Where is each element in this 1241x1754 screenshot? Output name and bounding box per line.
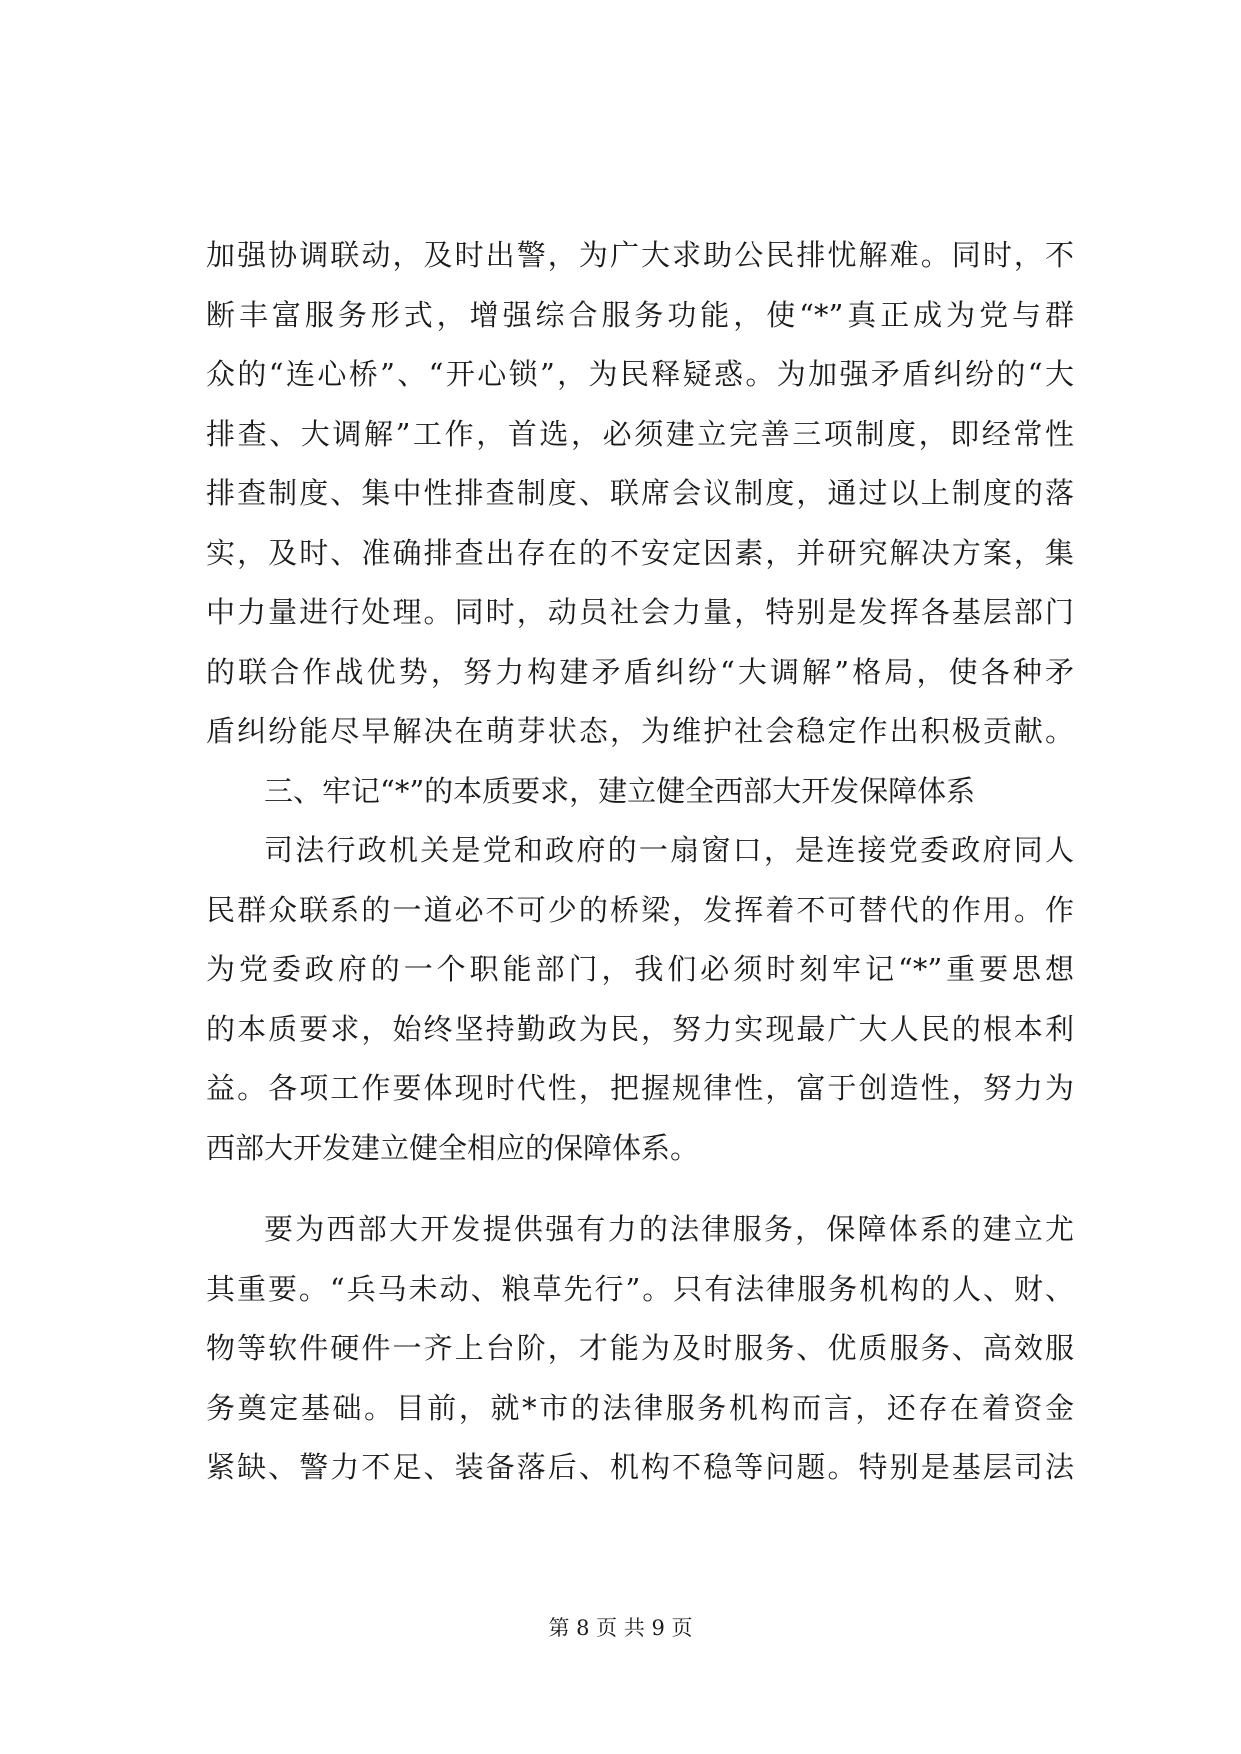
document-body <box>206 226 1074 1498</box>
text-line: 要为西部大开发提供强有力的法律服务，保障体系的建立尤 <box>264 1212 1074 1246</box>
text-line: 盾纠纷能尽早解决在萌芽状态，为维护社会稳定作出积极贡献。 <box>206 714 1074 748</box>
text-line: 加强协调联动，及时出警，为广大求助公民排忧解难。同时，不 <box>206 238 1074 272</box>
text-line: 紧缺、警力不足、装备落后、机构不稳等问题。特别是基层司法 <box>206 1450 1074 1484</box>
text-line: 的本质要求，始终坚持勤政为民，努力实现最广大人民的根本利 <box>206 1011 1074 1046</box>
text-line: 司法行政机关是党和政府的一扇窗口，是连接党委政府同人 <box>264 833 1074 867</box>
text-line: 实，及时、准确排查出存在的不安定因素，并研究解决方案，集 <box>206 535 1074 570</box>
section-heading: 三、牢记“*”的本质要求，建立健全西部大开发保障体系 <box>264 773 976 808</box>
text-line: 其重要。“兵马未动、粮草先行”。只有法律服务机构的人、财、 <box>206 1271 1074 1306</box>
text-line: 的联合作战优势，努力构建矛盾纠纷“大调解”格局，使各种矛 <box>206 654 1074 689</box>
text-line: 民群众联系的一道必不可少的桥梁，发挥着不可替代的作用。作 <box>206 892 1074 927</box>
text-line: 为党委政府的一个职能部门，我们必须时刻牢记“*”重要思想 <box>206 952 1074 986</box>
text-line: 西部大开发建立健全相应的保障体系。 <box>206 1130 700 1165</box>
text-line: 众的“连心桥”、“开心锁”，为民释疑惑。为加强矛盾纠纷的“大 <box>206 357 1074 391</box>
paragraph-gap <box>206 1178 1074 1200</box>
text-line: 中力量进行处理。同时，动员社会力量，特别是发挥各基层部门 <box>206 595 1074 629</box>
paragraph <box>206 821 1074 1178</box>
text-line: 物等软件硬件一齐上台阶，才能为及时服务、优质服务、高效服 <box>206 1331 1074 1365</box>
text-line: 断丰富服务形式，增强综合服务功能，使“*”真正成为党与群 <box>206 297 1074 332</box>
page-number-footer: 第 8 页 共 9 页 <box>548 1616 693 1640</box>
text-line: 排查制度、集中性排查制度、联席会议制度，通过以上制度的落 <box>206 476 1074 510</box>
text-line: 排查、大调解”工作，首选，必须建立完善三项制度，即经常性 <box>206 416 1074 451</box>
paragraph-continuation <box>206 226 1074 762</box>
text-line: 益。各项工作要体现时代性，把握规律性，富于创造性，努力为 <box>206 1071 1074 1105</box>
text-line: 务奠定基础。目前，就*市的法律服务机构而言，还存在着资金 <box>206 1390 1074 1425</box>
paragraph <box>206 1200 1074 1498</box>
